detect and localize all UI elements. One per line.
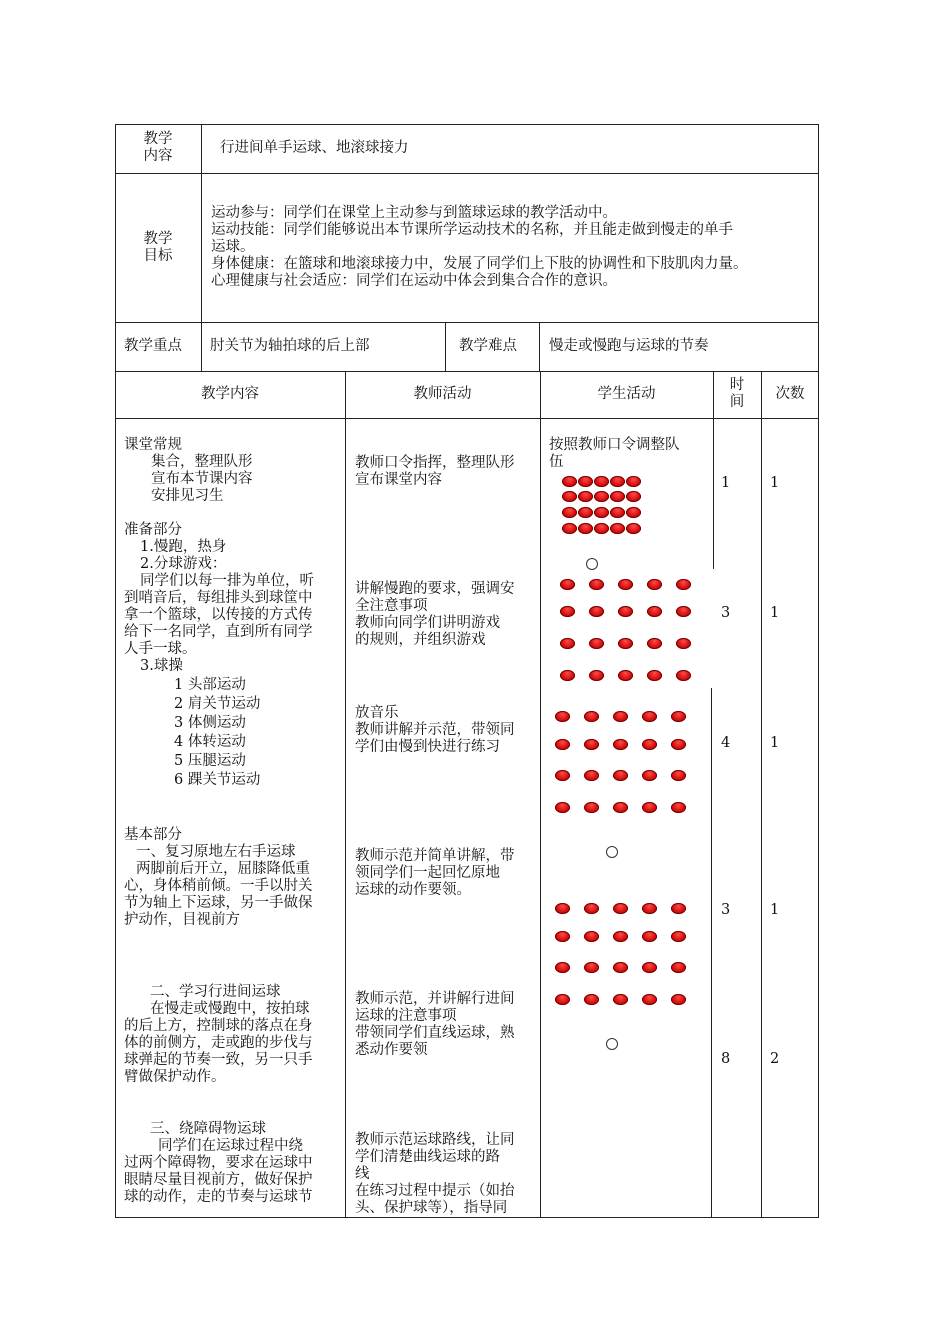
player-dot-icon [589,606,604,617]
content-line: 到哨音后，每组排头到球筐中 [124,590,313,606]
teacher-line: 的规则，并组织游戏 [355,632,486,648]
player-dot-icon [584,903,599,914]
player-dot-icon [584,739,599,750]
count-value: 1 [770,605,780,621]
player-dot-icon [560,638,575,649]
content-line: 3.球操 [140,658,183,674]
student-line: 伍 [549,454,564,470]
content-line: 过两个障碍物，要求在运球中 [124,1155,313,1171]
player-dot-icon [578,476,593,487]
player-dot-icon [560,579,575,590]
col-divider [539,322,540,371]
difficulty-value: 慢走或慢跑与运球的节奏 [549,338,709,354]
content-line: 体的前侧方，走或跑的步伐与 [124,1035,313,1051]
player-dot-icon [555,962,570,973]
player-dot-icon [610,476,625,487]
time-value: 3 [721,605,731,621]
content-line: 基本部分 [124,827,182,843]
learn-section [124,984,313,1086]
player-dot-icon [676,638,691,649]
teacher-circle-icon [606,1038,618,1050]
player-dot-icon [671,770,686,781]
player-dot-icon [562,491,577,502]
teacher-line: 教师讲解并示范，带领同 [355,722,515,738]
player-dot-icon [555,994,570,1005]
player-dot-icon [594,507,609,518]
player-dot-icon [610,507,625,518]
header-line: 间 [729,394,745,410]
player-dot-icon [562,507,577,518]
label-line: 内容 [143,148,173,164]
goal-line: 运球。 [211,239,255,255]
teacher-line: 头、保护球等），指导同 [355,1200,508,1216]
content-line: 2.分球游戏： [140,556,227,572]
player-dot-icon [562,523,577,534]
key-label: 教学重点 [124,338,182,354]
basic-section [124,827,313,929]
teacher-activity-6 [355,1132,515,1217]
player-dot-icon [613,770,628,781]
teacher-line: 悉动作要领 [355,1042,428,1058]
col-header-student: 学生活动 [597,386,656,402]
player-dot-icon [584,770,599,781]
player-dot-icon [594,476,609,487]
teacher-activity-3 [355,705,515,756]
routine-section [124,437,253,505]
teacher-line: 带领同学们直线运球，熟 [355,1025,515,1041]
label-line: 教学 [143,131,173,147]
player-dot-icon [647,606,662,617]
teacher-line: 全注意事项 [355,598,428,614]
player-dot-icon [642,994,657,1005]
player-dot-icon [555,931,570,942]
content-line: 二、学习行进间运球 [150,984,281,1000]
player-dot-icon [671,994,686,1005]
label-line: 目标 [143,248,173,264]
content-line: 同学们以每一排为单位，听 [140,573,314,589]
count-value: 1 [770,475,780,491]
col-divider [761,371,762,1218]
content-line: 在慢走或慢跑中，按拍球 [150,1001,310,1017]
player-dot-icon [618,606,633,617]
player-dot-icon [584,802,599,813]
teacher-line: 教师口令指挥，整理队形 [355,455,515,471]
col-divider [711,688,712,1218]
player-dot-icon [618,670,633,681]
col-divider [345,371,346,1218]
col-divider [201,124,202,371]
player-dot-icon [560,606,575,617]
teacher-line: 放音乐 [355,705,399,721]
content-line: 心，身体稍前倾。一手以肘关 [124,878,313,894]
player-dot-icon [555,739,570,750]
col-divider [540,371,541,1218]
content-line: 4 体转运动 [174,734,246,750]
player-dot-icon [671,802,686,813]
player-dot-icon [642,711,657,722]
player-dot-icon [642,739,657,750]
player-dot-icon [594,491,609,502]
player-dot-icon [578,491,593,502]
player-dot-icon [671,931,686,942]
player-dot-icon [642,770,657,781]
player-dot-icon [613,711,628,722]
teacher-line: 宣布课堂内容 [355,472,442,488]
label-line: 教学 [143,231,173,247]
player-dot-icon [642,962,657,973]
difficulty-label: 教学难点 [459,338,517,354]
player-dot-icon [613,739,628,750]
teacher-line: 运球的注意事项 [355,1008,457,1024]
content-line: 节为轴上下运球，另一手做保 [124,895,313,911]
content-line: 的后上方，控制球的落点在身 [124,1018,313,1034]
player-dot-icon [671,962,686,973]
content-line: 人手一球。 [124,641,197,657]
player-dot-icon [594,523,609,534]
player-dot-icon [618,579,633,590]
col-header-teacher: 教师活动 [413,386,472,402]
content-line: 眼睛尽量目视前方，做好保护 [124,1172,313,1188]
prep-section [124,522,314,789]
player-dot-icon [613,903,628,914]
content-line: 宣布本节课内容 [151,471,253,487]
content-line: 拿一个篮球，以传接的方式传 [124,607,313,623]
player-dot-icon [589,579,604,590]
player-dot-icon [555,770,570,781]
content-line: 安排见习生 [151,488,224,504]
teacher-line: 领同学们一起回忆原地 [355,865,500,881]
col-header-count: 次数 [775,386,805,402]
player-dot-icon [589,638,604,649]
goal-line: 身体健康：在篮球和地滚球接力中，发展了同学们上下肢的协调性和下肢肌肉力量。 [211,256,748,272]
player-dot-icon [562,476,577,487]
player-dot-icon [610,491,625,502]
teacher-line: 教师向同学们讲明游戏 [355,615,500,631]
content-line: 给下一名同学，直到所有同学 [124,624,313,640]
goal-line: 运动技能：同学们能够说出本节课所学运动技术的名称，并且能走做到慢走的单手 [211,222,733,238]
goal-line: 心理健康与社会适应：同学们在运动中体会到集合合作的意识。 [211,273,617,289]
player-dot-icon [613,931,628,942]
player-dot-icon [671,903,686,914]
content-value: 行进间单手运球、地滚球接力 [220,140,409,156]
player-dot-icon [613,962,628,973]
content-line: 3 体侧运动 [174,715,246,731]
player-dot-icon [555,711,570,722]
teacher-activity-5 [355,991,515,1059]
teacher-line: 线 [355,1166,370,1182]
player-dot-icon [626,507,641,518]
time-value: 1 [721,475,731,491]
teacher-activity-1 [355,455,515,489]
time-value: 8 [721,1051,731,1067]
player-dot-icon [642,931,657,942]
teacher-line: 学们由慢到快进行练习 [355,739,500,755]
time-value: 3 [721,902,731,918]
player-dot-icon [647,638,662,649]
goal-label [130,231,186,265]
content-line: 同学们在运球过程中绕 [158,1138,303,1154]
player-dot-icon [610,523,625,534]
header-line: 时 [729,377,745,393]
player-dot-icon [555,802,570,813]
row-divider [115,322,819,323]
player-dot-icon [671,711,686,722]
content-line: 两脚前后开立，屈膝降低重 [136,861,310,877]
player-dot-icon [584,931,599,942]
player-dot-icon [647,670,662,681]
player-dot-icon [626,476,641,487]
col-header-content: 教学内容 [201,386,259,402]
player-dot-icon [584,994,599,1005]
player-dot-icon [584,711,599,722]
student-line: 按照教师口令调整队 [549,437,680,453]
player-dot-icon [642,802,657,813]
teacher-line: 讲解慢跑的要求，强调安 [355,581,515,597]
content-line: 球的动作，走的节奏与运球节 [124,1189,313,1205]
time-value: 4 [721,735,731,751]
teacher-activity-2 [355,581,515,649]
teacher-activity-4 [355,848,515,899]
player-dot-icon [642,903,657,914]
player-dot-icon [555,903,570,914]
count-value: 1 [770,902,780,918]
teacher-line: 学们清楚曲线运球的路 [355,1149,500,1165]
content-line: 准备部分 [124,522,182,538]
player-dot-icon [613,802,628,813]
content-line: 课堂常规 [124,437,182,453]
player-dot-icon [676,579,691,590]
player-dot-icon [578,523,593,534]
content-label [130,131,186,165]
player-dot-icon [618,638,633,649]
goal-line: 运动参与：同学们在课堂上主动参与到篮球运球的教学活动中。 [211,205,617,221]
student-activity-text [549,437,680,471]
player-dot-icon [584,962,599,973]
content-line: 三、绕障碍物运球 [150,1121,266,1137]
content-line: 1 头部运动 [174,677,246,693]
player-dot-icon [613,994,628,1005]
teacher-line: 教师示范并简单讲解，带 [355,848,515,864]
player-dot-icon [676,606,691,617]
player-dot-icon [626,523,641,534]
teacher-circle-icon [606,846,618,858]
player-dot-icon [626,491,641,502]
content-line: 臂做保护动作。 [124,1069,226,1085]
col-divider [445,322,446,371]
content-line: 一、复习原地左右手运球 [136,844,296,860]
count-value: 2 [770,1051,780,1067]
teacher-line: 教师示范，并讲解行进间 [355,991,515,1007]
content-line: 6 踝关节运动 [174,772,261,788]
content-line: 护动作，目视前方 [124,912,240,928]
content-line: 2 肩关节运动 [174,696,261,712]
teacher-line: 在练习过程中提示（如抬 [355,1183,515,1199]
count-value: 1 [770,735,780,751]
teacher-line: 教师示范运球路线，让同 [355,1132,515,1148]
obstacle-section [124,1121,313,1206]
player-dot-icon [671,739,686,750]
teacher-line: 运球的动作要领。 [355,882,471,898]
content-line: 1.慢跑，热身 [140,539,227,555]
player-dot-icon [589,670,604,681]
row-divider [115,173,819,174]
col-header-time [713,377,761,411]
player-dot-icon [560,670,575,681]
content-line: 5 压腿运动 [174,753,246,769]
key-value: 肘关节为轴拍球的后上部 [210,338,370,354]
player-dot-icon [578,507,593,518]
content-line: 集合，整理队形 [151,454,253,470]
player-dot-icon [676,670,691,681]
content-line: 球弹起的节奏一致，另一只手 [124,1052,313,1068]
goal-text [211,205,748,290]
player-dot-icon [647,579,662,590]
teacher-circle-icon [586,558,598,570]
